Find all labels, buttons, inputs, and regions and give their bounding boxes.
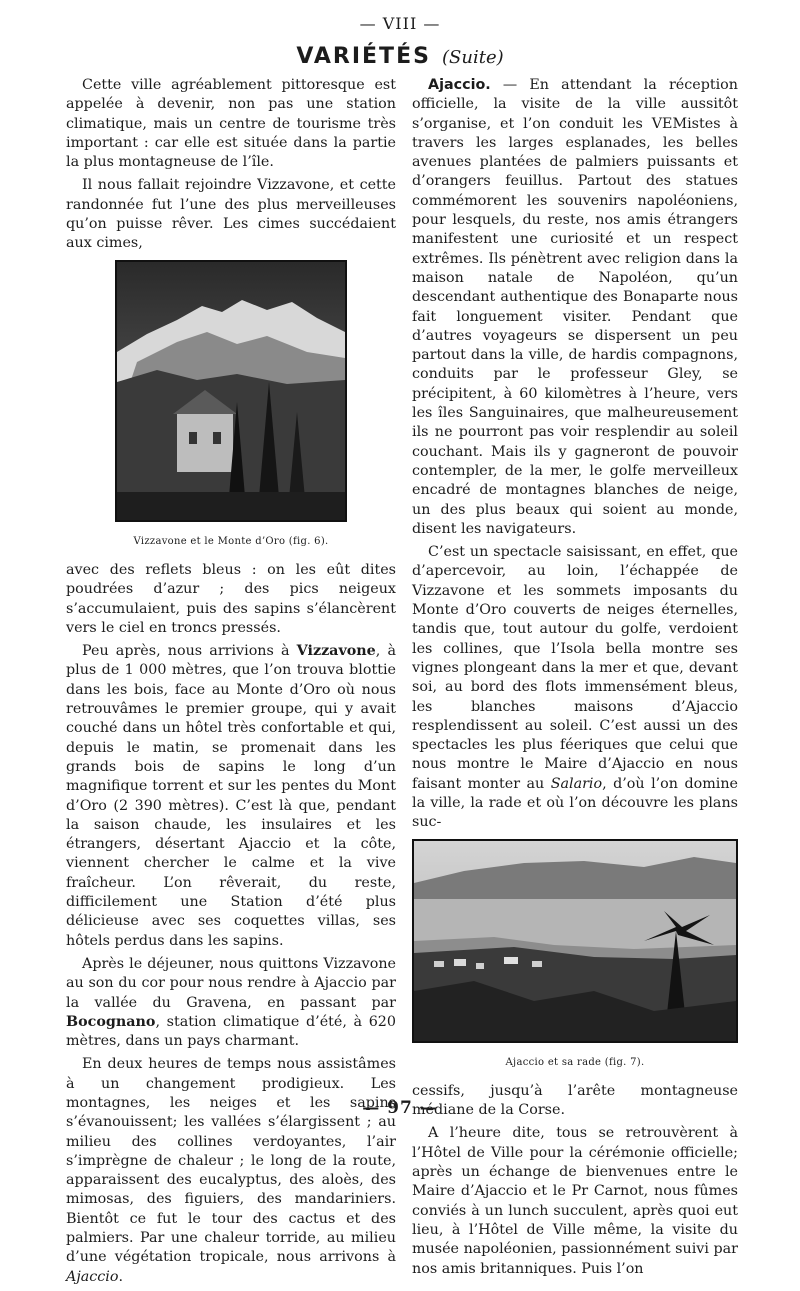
left-p4-text-a: Peu après, nous arrivions à	[82, 643, 297, 660]
section-title: VARIÉTÉS	[296, 44, 431, 69]
left-p5-text-a: Après le déjeuner, nous quittons Vizzavone au son du cor pour nous rendre à Ajaccio par la vallée du Gravena, en passant par	[66, 955, 396, 1011]
right-paragraph-3: cessifs, jusqu’à l’arête montagneuse médiane de la Corse.	[412, 1082, 738, 1119]
left-paragraph-3: avec des reflets bleus : on les eût dites poudrées d’azur ; des pics neigeux s’accumulaient, puis des sapins s’élancèrent vers le ciel en troncs pressés.	[66, 561, 396, 636]
place-vizzavone: Vizzavone	[296, 643, 376, 660]
left-p5-text-b: , station climatique d’été, à 620 mètres, dans un pays charmant.	[66, 1013, 396, 1050]
figure-vizzavone	[66, 260, 396, 551]
lead-ajaccio: Ajaccio.	[428, 77, 491, 93]
right-paragraph-4: A l’heure dite, tous se retrouvèrent à l’Hôtel de Ville pour la cérémonie officielle; après un échange de bienvenues entre le Maire d’Ajaccio et le Pr Carnot, nous fûmes conviés à un lunch succulent, après quoi eut lieu, à l’Hôtel de Ville même, la visite du musée napoléonien, passionnément suivi par nos amis britanniques. Puis l’on	[412, 1125, 738, 1277]
right-paragraph-2	[412, 543, 738, 832]
left-paragraph-1: Cette ville agréablement pittoresque est appelée à devenir, non pas une station climatique, mais un centre de tourisme très important : car elle est située dans la partie la plus montagneuse de l’île.	[66, 77, 396, 171]
left-paragraph-5	[66, 955, 396, 1051]
caption-fig-6: Vizzavone et le Monte d’Oro (fig. 6).	[133, 535, 329, 547]
left-paragraph-6	[66, 1055, 396, 1287]
left-paragraph-2: Il nous fallait rejoindre Vizzavone, et cette randonnée fut l’une des plus merveilleuses qu’on puisse rêver. Les cimes succédaient aux cimes,	[66, 177, 396, 252]
place-bocognano: Bocognano	[66, 1013, 156, 1030]
right-p2-text-b: , d’où l’on domine la ville, la rade et où l’on découvre les plans suc-	[412, 775, 739, 831]
page-roman-numeral: — VIII —	[359, 14, 441, 33]
ajaccio-photo	[412, 839, 738, 1043]
right-p2-text-a: C’est un spectacle saisissant, en effet, que d’apercevoir, au loin, l’échappée de Vizzavone et les sommets imposants du Monte d’Oro couverts de neiges éternelles, tandis que, tout autour du golfe, verdoient les collines, que l’Isola bella montre ses vignes plongeant dans la mer et que, devant soi, au bord des flots immensément bleus, les blanches maisons d’Ajaccio resplendissent au soleil. C’est aussi un des spectacles les plus féeriques que celui que nous montre le Maire d’Ajaccio en nous faisant monter au	[412, 544, 738, 792]
place-ajaccio: Ajaccio	[66, 1268, 119, 1285]
place-salario: Salario	[550, 775, 603, 792]
caption-fig-7: Ajaccio et sa rade (fig. 7).	[505, 1056, 645, 1068]
left-paragraph-4	[66, 642, 396, 951]
right-p1-text: — En attendant la réception officielle, la visite de la ville aussitôt s’organise, et l’on conduit les VEMistes à travers les larges esplanades, les belles avenues plantées de palmiers puissants et d’orangers feuillus. Partout des statues commémorent les souvenirs napoléoniens, pour lesquels, du reste, nos amis étrangers manifestent une curiosité et un respect extrêmes. Ils pénètrent avec religion dans la maison natale de Napoléon, qu’un descendant authentique des Bonaparte nous fait longuement visiter. Pendant que d’autres voyageurs se dispersent un peu partout dans la ville, de hardis compagnons, conduits par le professeur Gley, se précipitent, à 60 kilomètres à l’heure, vers les îles Sanguinaires, que malheureusement ils ne pourront pas voir resplendir au soleil couchant. Mais ils y gagneront de pouvoir contempler, de la mer, le golfe merveilleux encadré de montagnes blanches de neige, un des plus beaux qui soient au monde, disent les navigateurs.	[412, 77, 738, 537]
page-number: — 97 —	[362, 1098, 438, 1118]
section-suite: (Suite)	[442, 47, 504, 68]
figure-ajaccio	[412, 839, 738, 1072]
vizzavone-photo	[115, 260, 347, 522]
section-header	[0, 44, 800, 69]
left-p6-text-a: En deux heures de temps nous assistâmes à un changement prodigieux. Les montagnes, les neiges et les sapins s’évanouissent; les vallées s’élargissent ; au milieu des collines verdoyantes, l’air s’imprègne de chaleur ; le long de la route, apparaissent des eucalyptus, des aloès, des mimosas, des figuiers, des mandariniers. Bientôt ce fut le tour des cactus et des palmiers. Par une chaleur torride, au milieu d’une végétation tropicale, nous arrivons à	[66, 1056, 396, 1266]
left-p6-text-b: .	[118, 1268, 124, 1285]
left-p4-text-b: , à plus de 1 000 mètres, que l’on trouva blottie dans les bois, face au Monte d’Oro où nous retrouvâmes le premier groupe, qui y avait couché dans un hôtel très confortable et qui, depuis le matin, se promenait dans les grands bois de sapins le long d’un magnifique torrent et sur les pentes du Mont d’Oro (2 390 mètres). C’est là que, pendant la saison chaude, les insulaires et les étrangers, désertant Ajaccio et la côte, viennent chercher le calme et la vive fraîcheur. L’on rêverait, du reste, difficilement une Station d’été plus délicieuse avec ses coquettes villas, ses hôtels perdus dans les sapins.	[66, 643, 396, 949]
right-paragraph-1	[412, 76, 738, 539]
